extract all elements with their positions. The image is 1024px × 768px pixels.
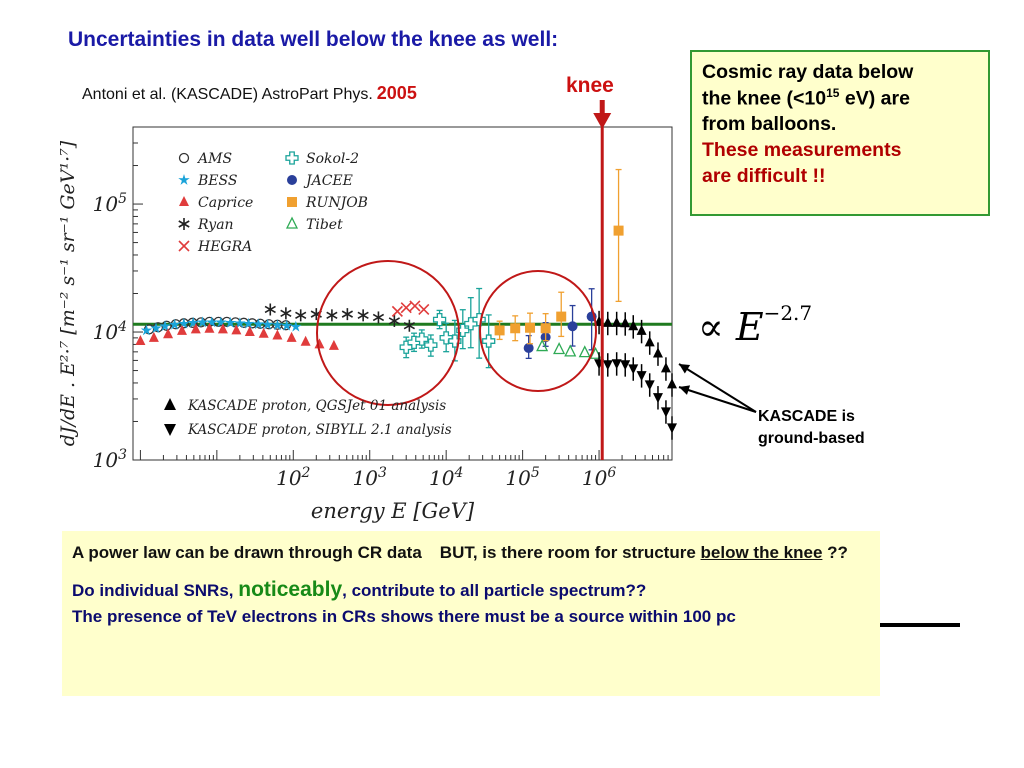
y-tick-label: $10^4$ — [92, 319, 127, 345]
knee-label: knee — [566, 74, 614, 97]
data-point — [295, 309, 305, 321]
data-point — [259, 328, 269, 338]
data-point — [612, 359, 622, 369]
data-point — [135, 335, 145, 345]
powerlaw-formula: ∝ $E^{-2.7}$ — [698, 301, 813, 349]
data-point — [645, 336, 655, 346]
y-axis-title: dJ/dE . E²·⁷ [m⁻² s⁻¹ sr⁻¹ GeV¹·⁷] — [57, 140, 79, 447]
data-point — [290, 321, 302, 332]
info-line-5: are difficult !! — [702, 165, 826, 188]
x-tick-label: $10^2$ — [276, 465, 311, 490]
data-point — [373, 311, 383, 323]
kascade-label: KASCADE is ground-based — [758, 408, 865, 447]
citation-year: 2005 — [376, 83, 417, 103]
legend-label: AMS — [198, 151, 233, 167]
data-point — [653, 393, 663, 403]
data-point — [401, 303, 411, 313]
legend-marker — [287, 218, 297, 228]
note-paragraph-1: A power law can be drawn through CR data BUT, is there room for structure below the knee ?? — [72, 543, 848, 562]
info-line-3: from balloons. — [702, 113, 837, 136]
data-point — [301, 336, 311, 346]
citation — [82, 83, 417, 104]
citation-text: Antoni et al. (KASCADE) AstroPart Phys. — [82, 86, 373, 103]
x-tick-label: $10^4$ — [428, 465, 464, 490]
legend-marker — [179, 196, 189, 206]
legend-label: Sokol-2 — [306, 151, 360, 167]
kascade-arrow-lower-head — [679, 385, 690, 395]
kascade-arrow-lower — [679, 387, 756, 412]
info-line-2: the knee ($<10^{15}$ eV) are — [702, 85, 910, 110]
data-point — [419, 304, 429, 314]
data-point — [524, 343, 534, 353]
data-point — [265, 303, 275, 315]
legend-label: Tibet — [306, 217, 343, 233]
data-point — [565, 346, 575, 356]
legend-label: RUNJOB — [306, 195, 368, 211]
legend-label: BESS — [198, 173, 238, 189]
legend-label: Ryan — [198, 217, 234, 233]
legend-marker — [286, 152, 298, 164]
legend-marker — [178, 174, 189, 185]
legend-marker — [287, 197, 297, 207]
x-axis-title: energy E [GeV] — [310, 499, 475, 523]
data-point — [272, 329, 282, 339]
data-point — [603, 317, 613, 327]
note-paragraph-3: The presence of TeV electrons in CRs shows there must be a source within 100 pc — [72, 607, 736, 627]
data-point — [612, 317, 622, 327]
data-point — [614, 226, 624, 236]
data-point — [554, 344, 564, 354]
legend-label: Caprice — [198, 195, 254, 211]
slide-title: Uncertainties in data well below the knee as well: — [68, 28, 559, 51]
x-tick-label: $10^5$ — [505, 465, 540, 490]
data-point — [580, 347, 590, 357]
legend-marker — [164, 424, 176, 436]
data-point — [653, 347, 663, 357]
legend-marker — [179, 241, 189, 251]
data-point — [287, 332, 297, 342]
data-point — [661, 362, 671, 372]
data-point — [281, 307, 291, 319]
data-point — [645, 380, 655, 390]
data-point — [495, 325, 505, 335]
data-point — [620, 317, 630, 327]
data-point — [483, 335, 495, 347]
data-point — [568, 321, 578, 331]
data-point — [628, 364, 638, 374]
y-tick-label: $10^3$ — [92, 447, 127, 472]
data-point — [556, 312, 566, 322]
data-point — [541, 323, 551, 333]
legend-label: JACEE — [306, 173, 353, 189]
data-point — [603, 360, 613, 370]
highlight-circle-left — [317, 261, 459, 405]
y-tick-label: $10^5$ — [92, 191, 127, 217]
data-point — [667, 423, 677, 433]
data-point — [358, 309, 368, 321]
data-point — [392, 306, 402, 316]
legend-label: KASCADE proton, SIBYLL 2.1 analysis — [188, 422, 452, 438]
legend-marker — [287, 175, 297, 185]
data-point — [667, 378, 677, 388]
legend-marker — [180, 154, 189, 163]
data-point — [510, 323, 520, 333]
info-box — [690, 50, 990, 216]
data-point — [525, 323, 535, 333]
x-tick-label: $10^3$ — [352, 465, 387, 490]
note-paragraph-2: Do individual SNRs, noticeably, contribute to all particle spectrum?? — [72, 578, 647, 602]
data-point — [637, 371, 647, 381]
bottom-note-box — [62, 531, 880, 696]
legend-label: KASCADE proton, QGSJet 01 analysis — [188, 398, 447, 414]
data-point — [661, 407, 671, 417]
info-line-1: Cosmic ray data below — [702, 61, 914, 83]
legend-marker — [179, 218, 189, 230]
kascade-arrow-upper — [679, 364, 756, 412]
legend-marker — [164, 398, 176, 410]
data-point — [314, 338, 324, 348]
legend-label: HEGRA — [198, 239, 253, 255]
x-tick-label: $10^6$ — [581, 465, 617, 490]
data-point — [342, 308, 352, 320]
data-point — [410, 301, 420, 311]
data-point — [327, 309, 337, 321]
info-line-4: These measurements — [702, 139, 902, 162]
data-point — [329, 340, 339, 350]
